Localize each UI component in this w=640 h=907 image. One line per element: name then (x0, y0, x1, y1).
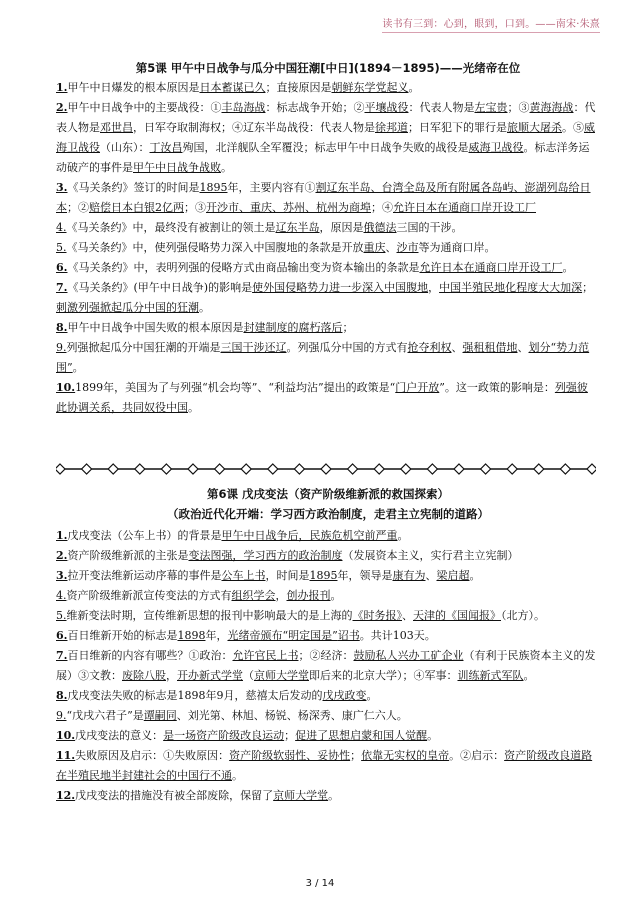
diamond-ornament (427, 464, 437, 474)
question-text: 。 (366, 689, 378, 702)
list-item (56, 238, 596, 258)
answer-text: 天津的《国闻报》 (413, 609, 501, 622)
question-text: ：代表人物是 (408, 101, 475, 114)
question-text: 《马关条约》中，表明列强的侵略方式由商品输出变为资本输出的条款是 (67, 261, 420, 274)
question-text: 甲午中日战争中的主要战役：① (67, 101, 222, 114)
question-text: 。标志洋务运动破产的事件是 (56, 141, 590, 174)
question-text: 即后来的北京大学）；④军事： (309, 669, 458, 682)
answer-text: 左宝贵 (474, 101, 508, 114)
lesson-6-title: 第6课 戊戌变法（资产阶级维新派的救国探索） (206, 487, 449, 501)
question-text: 。 (427, 729, 439, 742)
answer-text: 废除八股 (122, 669, 166, 682)
item-number: 4. (56, 589, 67, 602)
question-text: 。 (562, 261, 574, 274)
diamond-ornament (481, 464, 491, 474)
question-text: ；日军犯下的罪行是 (408, 121, 507, 134)
item-number: 10. (56, 381, 76, 394)
answer-text: 创办报刊 (286, 589, 331, 602)
answer-text: 刺激列强掀起瓜分中国的狂潮 (56, 301, 199, 314)
question-text: ； (284, 729, 296, 742)
page-number: 3 / 14 (305, 878, 335, 889)
diamond-ornament (135, 464, 145, 474)
question-text: ，日军夺取制海权；④辽东半岛战役：代表人物是 (133, 121, 375, 134)
item-number: 9. (56, 341, 67, 354)
answer-text: 割辽东半岛、台湾全岛及所有附属各岛屿、澎湖列岛给日本 (56, 181, 591, 214)
answer-text: 沙市 (396, 241, 419, 254)
question-text: 、 (402, 609, 413, 622)
question-text: 百日维新的内容有哪些？①政治： (67, 649, 233, 662)
item-number: 2. (56, 549, 68, 562)
question-text: ； (342, 321, 354, 334)
question-text: 1899年，美国为了与列强“机会均等”、“利益均沾”提出的政策是“ (75, 381, 396, 394)
question-text: 。 (328, 789, 340, 802)
question-text: ；② (67, 201, 89, 214)
question-text: 。 (221, 161, 232, 174)
answer-text: 旅顺大屠杀 (507, 121, 562, 134)
list-item (56, 706, 596, 726)
question-text: 等为通商口岸。 (418, 241, 496, 254)
question-text: （有利于民族资本主义的发展）③文教： (56, 649, 596, 682)
question-text: 百日维新开始的标志是 (67, 629, 178, 642)
question-text: 。 (232, 769, 243, 782)
diamond-ornament (294, 464, 304, 474)
answer-text: 1895 (309, 569, 338, 582)
question-text: 甲午中日爆发的根本原因是 (67, 81, 200, 94)
item-number: 4. (56, 221, 67, 234)
list-item (56, 586, 596, 606)
question-text: 。 (408, 81, 420, 94)
question-text: 年，主要内容有① (227, 181, 316, 194)
answer-text: 甲午中日战争后，民族危机空前严重 (221, 529, 398, 542)
question-text: 年，领导是 (337, 569, 393, 582)
question-text: 《马关条约》中，最终没有被割让的领土是 (66, 221, 276, 234)
list-item (56, 338, 596, 378)
list-item (56, 606, 596, 626)
divider-line (56, 462, 596, 476)
question-text: 、刘光第、林旭、杨锐、杨深秀、康广仁六人。 (176, 709, 408, 722)
answer-text: 鼓励私人兴办工矿企业 (353, 649, 464, 662)
lesson-6-subtitle: （政治近代化开端：学习西方政治制度，走君主立宪制的道路） (167, 507, 489, 521)
answer-text: 使外国侵略势力进一步深入中国腹地 (252, 281, 429, 294)
list-item (56, 726, 596, 746)
item-number: 8. (56, 689, 68, 702)
question-text: ：代表人物是 (56, 101, 596, 134)
question-text: （山东）： (100, 141, 150, 154)
lesson-6-items (56, 526, 596, 806)
list-item (56, 546, 596, 566)
answer-text: 促进了思想启蒙和国人觉醒 (295, 729, 428, 742)
answer-text: 封建制度的腐朽落后 (243, 321, 343, 334)
question-text: 。⑤ (562, 121, 584, 134)
answer-text: 京师大学堂 (254, 669, 309, 682)
item-number: 3. (56, 569, 68, 582)
question-text: ；直接原因是 (265, 81, 332, 94)
diamond-ornament (188, 464, 198, 474)
answer-text: 日本蓄谋已久 (199, 81, 266, 94)
list-item (56, 98, 596, 178)
answer-text: 威海卫战役 (56, 121, 595, 154)
item-number: 12. (56, 789, 76, 802)
question-text: “戊戌六君子”是 (66, 709, 144, 722)
diamond-ornament (348, 464, 358, 474)
answer-text: 抢夺利权 (407, 341, 452, 354)
answer-text: 列强彼此协调关系，共同奴役中国 (56, 381, 588, 414)
answer-text: 允许日本在通商口岸开设工厂 (393, 201, 536, 214)
answer-text: 朝鲜东学党起义 (331, 81, 409, 94)
item-number: 8. (56, 321, 68, 334)
question-text: ”。这一政策的影响是： (439, 381, 555, 394)
answer-text: 光绪帝颁布“明定国是” (227, 629, 338, 642)
diamond-ornament (108, 464, 118, 474)
answer-text: 1898 (177, 629, 206, 642)
question-text: 戊戌变法失败的标志是1898年9月，慈禧太后发动的 (67, 689, 323, 702)
question-text: 。 (199, 301, 210, 314)
item-number: 6. (56, 261, 68, 274)
question-text: 失败原因及启示：①失败原因： (75, 749, 230, 762)
question-text: 。 (397, 529, 409, 542)
diamond-ornament (374, 464, 384, 474)
answer-text: 组织学会 (231, 589, 276, 602)
question-text: （ (243, 669, 254, 682)
question-text: ， (275, 589, 287, 602)
answer-text: 开办新式学堂 (177, 669, 243, 682)
question-text: ；②经济： (298, 649, 354, 662)
diamond-ornament (241, 464, 251, 474)
list-item (56, 218, 596, 238)
item-number: 5. (56, 241, 67, 254)
lesson-5-items (56, 78, 596, 418)
list-item (56, 626, 596, 646)
answer-text: 1895 (199, 181, 228, 194)
question-text: 。列强瓜分中国的方式有 (286, 341, 408, 354)
list-item (56, 786, 596, 806)
question-text: 三国的干涉。 (396, 221, 463, 234)
answer-text: 黄海海战 (529, 101, 574, 114)
lesson-5-title: 第5课 甲午中日战争与瓜分中国狂潮[中日](1894－1895)——光绪帝在位 (135, 61, 521, 75)
question-text: ，时间是 (265, 569, 310, 582)
answer-text: 强租租借地 (462, 341, 518, 354)
question-text: 、 (425, 569, 437, 582)
diamond-ornament (401, 464, 411, 474)
question-text: 。共计103天。 (359, 629, 436, 642)
answer-text: 康有为 (392, 569, 426, 582)
question-text: 《马关条约》签订的时间是 (67, 181, 200, 194)
question-text: 。 (523, 669, 535, 682)
answer-text: 允许日本在通商口岸开设工厂 (419, 261, 563, 274)
answer-text: 甲午中日战争战败 (133, 161, 221, 174)
diamond-ornament (534, 464, 544, 474)
answer-text: 重庆 (363, 241, 386, 254)
list-item (56, 646, 596, 686)
question-text: 、 (451, 341, 463, 354)
question-text: （发展资本主义，实行君主立宪制） (342, 549, 519, 562)
answer-text: 谭嗣同 (143, 709, 177, 722)
answer-text: 允许官民上书 (232, 649, 299, 662)
answer-text: 辽东半岛 (275, 221, 320, 234)
diamond-ornament (56, 464, 65, 474)
question-text: 年， (205, 629, 228, 642)
answer-text: 丰岛海战 (221, 101, 266, 114)
diamond-ornament (215, 464, 225, 474)
list-item (56, 746, 596, 786)
answer-text: 平壤战役 (364, 101, 409, 114)
answer-text: 梁启超 (436, 569, 470, 582)
answer-text: 依靠无实权的皇帝 (361, 749, 450, 762)
diamond-ornament (507, 464, 517, 474)
question-text: ，原因是 (319, 221, 364, 234)
diamond-ornament (560, 464, 570, 474)
question-text: 。 (188, 401, 199, 414)
answer-text: 《时务报》 (352, 609, 402, 622)
item-number: 2. (56, 101, 68, 114)
question-text: ， (166, 669, 177, 682)
answer-text: 丁汝昌 (149, 141, 183, 154)
answer-text: 诏书 (337, 629, 360, 642)
question-text: （北方）。 (501, 609, 545, 622)
answer-text: 中国半殖民地化程度大大加深 (439, 281, 583, 294)
item-number: 7. (56, 649, 68, 662)
question-text: 资产阶级维新派的主张是 (67, 549, 189, 562)
diamond-ornament (161, 464, 171, 474)
answer-text: 三国干涉还辽 (220, 341, 287, 354)
answer-text: 资产阶级改良道路在半殖民地半封建社会的中国行不通 (56, 749, 593, 782)
list-item (56, 278, 596, 318)
question-text: ；④ (371, 201, 393, 214)
answer-text: 威海卫战役 (468, 141, 524, 154)
question-text: ； (582, 281, 594, 294)
question-text: 资产阶级维新派宣传变法的方式有 (66, 589, 232, 602)
answer-text: 俄德法 (363, 221, 397, 234)
list-item (56, 686, 596, 706)
item-number: 11. (56, 749, 76, 762)
list-item (56, 566, 596, 586)
list-item (56, 526, 596, 546)
question-text: 。②启示： (449, 749, 505, 762)
item-number: 6. (56, 629, 68, 642)
answer-text: 训练新式军队 (457, 669, 524, 682)
list-item (56, 378, 596, 418)
list-item (56, 258, 596, 278)
list-item (56, 318, 596, 338)
question-text: ； (350, 749, 362, 762)
answer-text: 资产阶级软弱性、妥协性 (229, 749, 351, 762)
question-text: ：标志战争开始；② (265, 101, 365, 114)
question-text: 《马关条约》(甲午中日战争)的影响是 (67, 281, 253, 294)
question-text: 列强掀起瓜分中国狂潮的开端是 (66, 341, 221, 354)
question-text: 维新变法时期，宣传维新思想的报刊中影响最大的是上海的 (66, 609, 353, 622)
question-text: 戊戌变法的意义： (75, 729, 164, 742)
answer-text: 变法图强，学习西方的政治制度 (188, 549, 343, 562)
item-number: 5. (56, 609, 67, 622)
answer-text: 赔偿日本白银2亿两 (89, 201, 184, 214)
answer-text: 公车上书 (221, 569, 266, 582)
answer-text: 邓世昌 (100, 121, 133, 134)
answer-text: 门户开放 (395, 381, 440, 394)
question-text: 《马关条约》中，使列强侵略势力深入中国腹地的条款是开放 (66, 241, 364, 254)
diamond-ornament (587, 464, 596, 474)
list-item (56, 78, 596, 98)
diamond-ornament (82, 464, 92, 474)
answer-text: 划分“势力范围” (56, 341, 590, 374)
question-text: 。 (469, 569, 481, 582)
item-number: 1. (56, 529, 68, 542)
question-text: 殉国，北洋舰队全军覆没；标志甲午中日战争失败的战役是 (182, 141, 469, 154)
question-text: 。 (72, 361, 84, 374)
item-number: 3. (56, 181, 68, 194)
question-text: 拉开变法维新运动序幕的事件是 (67, 569, 222, 582)
question-text: 、 (517, 341, 529, 354)
item-number: 7. (56, 281, 68, 294)
answer-text: 京师大学堂 (273, 789, 329, 802)
question-text: ；③ (184, 201, 206, 214)
answer-text: 徐邦道 (375, 121, 408, 134)
item-number: 10. (56, 729, 76, 742)
diamond-ornament (268, 464, 278, 474)
list-item (56, 178, 596, 218)
answer-text: 开沙市、重庆、苏州、杭州为商埠 (206, 201, 371, 214)
answer-text: 戊戌政变 (322, 689, 367, 702)
answer-text: 是一场资产阶级改良运动 (163, 729, 285, 742)
question-text: ， (428, 281, 440, 294)
question-text: 。 (330, 589, 342, 602)
question-text: 戊戌变法（公车上书）的背景是 (67, 529, 222, 542)
question-text: 戊戌变法的措施没有被全部废除，保留了 (75, 789, 274, 802)
question-text: ；③ (507, 101, 530, 114)
question-text: 、 (385, 241, 397, 254)
item-number: 1. (56, 81, 68, 94)
question-text: 甲午中日战争中国失败的根本原因是 (67, 321, 244, 334)
item-number: 9. (56, 709, 67, 722)
page-header-quote: 读书有三到：心到，眼到，口到。——南宋·朱熹 (382, 15, 600, 33)
diamond-ornament (321, 464, 331, 474)
diamond-ornament (454, 464, 464, 474)
